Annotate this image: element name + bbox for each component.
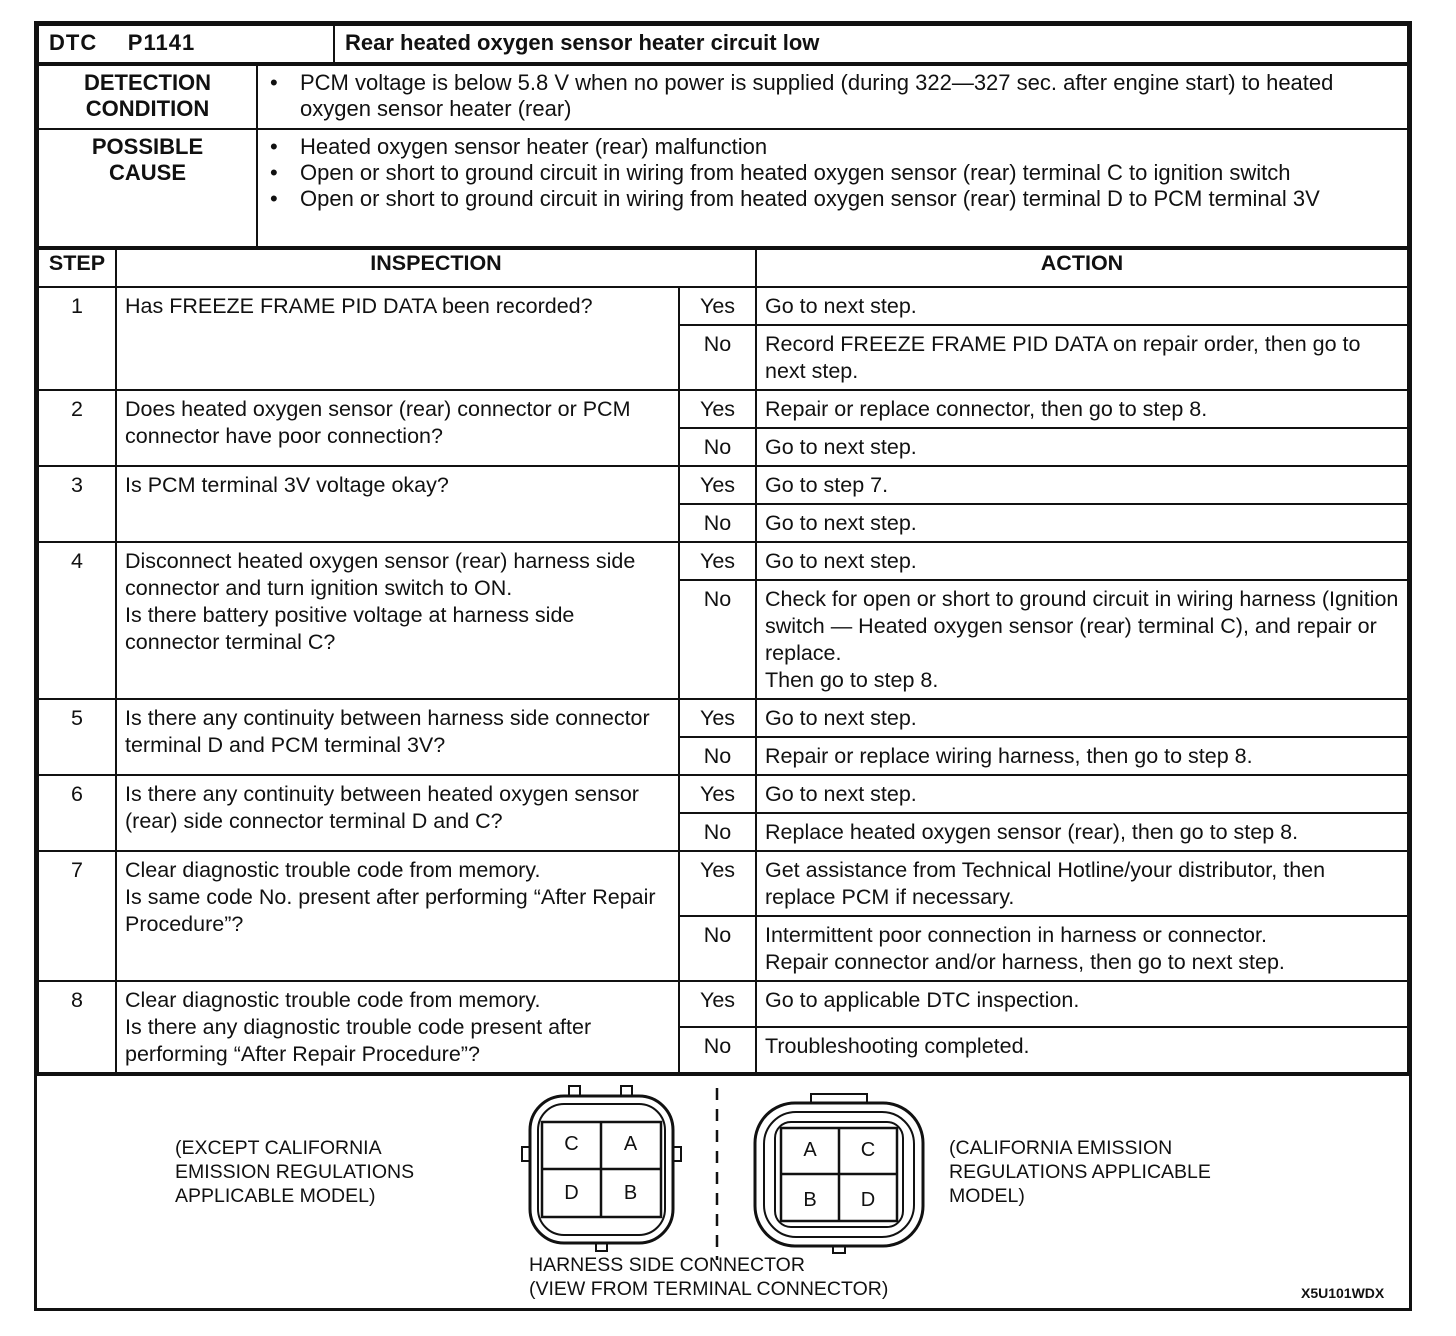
yes-label: Yes: [679, 851, 756, 916]
no-action: Go to next step.: [756, 428, 1408, 466]
steps-table: [37, 248, 1409, 1074]
dtc-code: P1141: [127, 30, 196, 55]
dtc-label: DTC: [49, 30, 98, 55]
no-action: Replace heated oxygen sensor (rear), then go to step 8.: [756, 813, 1408, 851]
possible-cause-label: [38, 129, 257, 247]
yes-label: Yes: [679, 775, 756, 813]
left-model-note: (EXCEPT CALIFORNIA EMISSION REGULATIONS APPLICABLE MODEL): [175, 1137, 415, 1207]
no-action: Check for open or short to ground circuit in wiring harness (Ignition switch — Heated oxygen sensor (rear) terminal C), and repair or replace. Then go to step 8.: [756, 580, 1408, 699]
no-label: No: [679, 916, 756, 981]
detection-condition-label: [38, 65, 257, 129]
yes-label: Yes: [679, 699, 756, 737]
step-inspection: Is PCM terminal 3V voltage okay?: [116, 466, 679, 542]
step-number: 5: [38, 699, 116, 775]
no-label: No: [679, 504, 756, 542]
cause-item: • Heated oxygen sensor heater (rear) malfunction: [270, 134, 1395, 160]
divider-dashed-line: [713, 1088, 721, 1260]
step-number: 7: [38, 851, 116, 981]
step-inspection: Does heated oxygen sensor (rear) connector or PCM connector have poor connection?: [116, 390, 679, 466]
left-terminal-a: A: [623, 1133, 638, 1155]
figure-id: X5U101WDX: [1301, 1285, 1385, 1301]
dtc-title: Rear heated oxygen sensor heater circuit low: [334, 25, 1408, 63]
cause-item: • Open or short to ground circuit in wiring from heated oxygen sensor (rear) terminal C to ignition switch: [270, 160, 1395, 186]
step-number: 6: [38, 775, 116, 851]
yes-action: Repair or replace connector, then go to step 8.: [756, 390, 1408, 428]
cause-label-line2: CAUSE: [108, 160, 186, 185]
no-label: No: [679, 737, 756, 775]
right-terminal-d: D: [860, 1189, 876, 1211]
detection-condition-content: [257, 65, 1408, 129]
no-label: No: [679, 580, 756, 699]
cause-label-line1: POSSIBLE: [91, 134, 204, 159]
detection-label-line2: CONDITION: [85, 96, 210, 121]
dtc-code-cell: [38, 25, 334, 63]
step-number: 4: [38, 542, 116, 699]
right-terminal-b: B: [803, 1189, 817, 1211]
yes-action: Go to next step.: [756, 287, 1408, 325]
yes-label: Yes: [679, 287, 756, 325]
step-number: 3: [38, 466, 116, 542]
step-inspection: Is there any continuity between heated oxygen sensor (rear) side connector terminal D and C?: [116, 775, 679, 851]
detection-label-line1: DETECTION: [83, 70, 212, 95]
no-action: Troubleshooting completed.: [756, 1027, 1408, 1073]
yes-action: Get assistance from Technical Hotline/your distributor, then replace PCM if necessary.: [756, 851, 1408, 916]
no-label: No: [679, 325, 756, 390]
no-label: No: [679, 1027, 756, 1073]
step-inspection: Clear diagnostic trouble code from memory. Is there any diagnostic trouble code present after performing “After Repair Procedure”?: [116, 981, 679, 1073]
step-number: 8: [38, 981, 116, 1073]
no-label: No: [679, 428, 756, 466]
no-action: Record FREEZE FRAME PID DATA on repair order, then go to next step.: [756, 325, 1408, 390]
yes-label: Yes: [679, 981, 756, 1027]
right-connector-icon: [753, 1092, 925, 1254]
yes-action: Go to applicable DTC inspection.: [756, 981, 1408, 1027]
left-terminal-b: B: [623, 1182, 638, 1204]
no-action: Repair or replace wiring harness, then go to step 8.: [756, 737, 1408, 775]
info-table: [37, 64, 1409, 248]
yes-action: Go to next step.: [756, 542, 1408, 580]
column-header-step: STEP: [38, 249, 116, 287]
yes-action: Go to next step.: [756, 775, 1408, 813]
possible-cause-content: [257, 129, 1408, 247]
step-inspection: Has FREEZE FRAME PID DATA been recorded?: [116, 287, 679, 390]
left-terminal-c: C: [564, 1133, 579, 1155]
step-number: 1: [38, 287, 116, 390]
cause-item: • Open or short to ground circuit in wiring from heated oxygen sensor (rear) terminal D to PCM terminal 3V: [270, 186, 1395, 212]
no-label: No: [679, 813, 756, 851]
detection-item: • PCM voltage is below 5.8 V when no power is supplied (during 322—327 sec. after engine start) to heated oxygen sensor heater (rear): [270, 70, 1395, 122]
yes-label: Yes: [679, 390, 756, 428]
no-action: Go to next step.: [756, 504, 1408, 542]
column-header-inspection: INSPECTION: [116, 249, 756, 287]
connector-diagram: [37, 1074, 1409, 1306]
column-header-action: ACTION: [756, 249, 1408, 287]
right-terminal-a: A: [803, 1139, 817, 1161]
dtc-header: [37, 24, 1409, 64]
yes-label: Yes: [679, 466, 756, 504]
step-number: 2: [38, 390, 116, 466]
connector-caption: HARNESS SIDE CONNECTOR (VIEW FROM TERMINAL CONNECTOR): [529, 1254, 889, 1300]
yes-action: Go to step 7.: [756, 466, 1408, 504]
left-connector-icon: [520, 1084, 685, 1254]
right-terminal-c: C: [860, 1139, 876, 1161]
yes-label: Yes: [679, 542, 756, 580]
left-terminal-d: D: [564, 1182, 579, 1204]
yes-action: Go to next step.: [756, 699, 1408, 737]
step-inspection: Is there any continuity between harness side connector terminal D and PCM terminal 3V?: [116, 699, 679, 775]
no-action: Intermittent poor connection in harness or connector. Repair connector and/or harness, then go to next step.: [756, 916, 1408, 981]
dtc-sheet: [34, 21, 1412, 1311]
right-model-note: (CALIFORNIA EMISSION REGULATIONS APPLICABLE MODEL): [949, 1137, 1211, 1207]
step-inspection: Disconnect heated oxygen sensor (rear) harness side connector and turn ignition switch to ON. Is there battery positive voltage at harness side connector terminal C?: [116, 542, 679, 699]
step-inspection: Clear diagnostic trouble code from memory. Is same code No. present after performing “After Repair Procedure”?: [116, 851, 679, 981]
